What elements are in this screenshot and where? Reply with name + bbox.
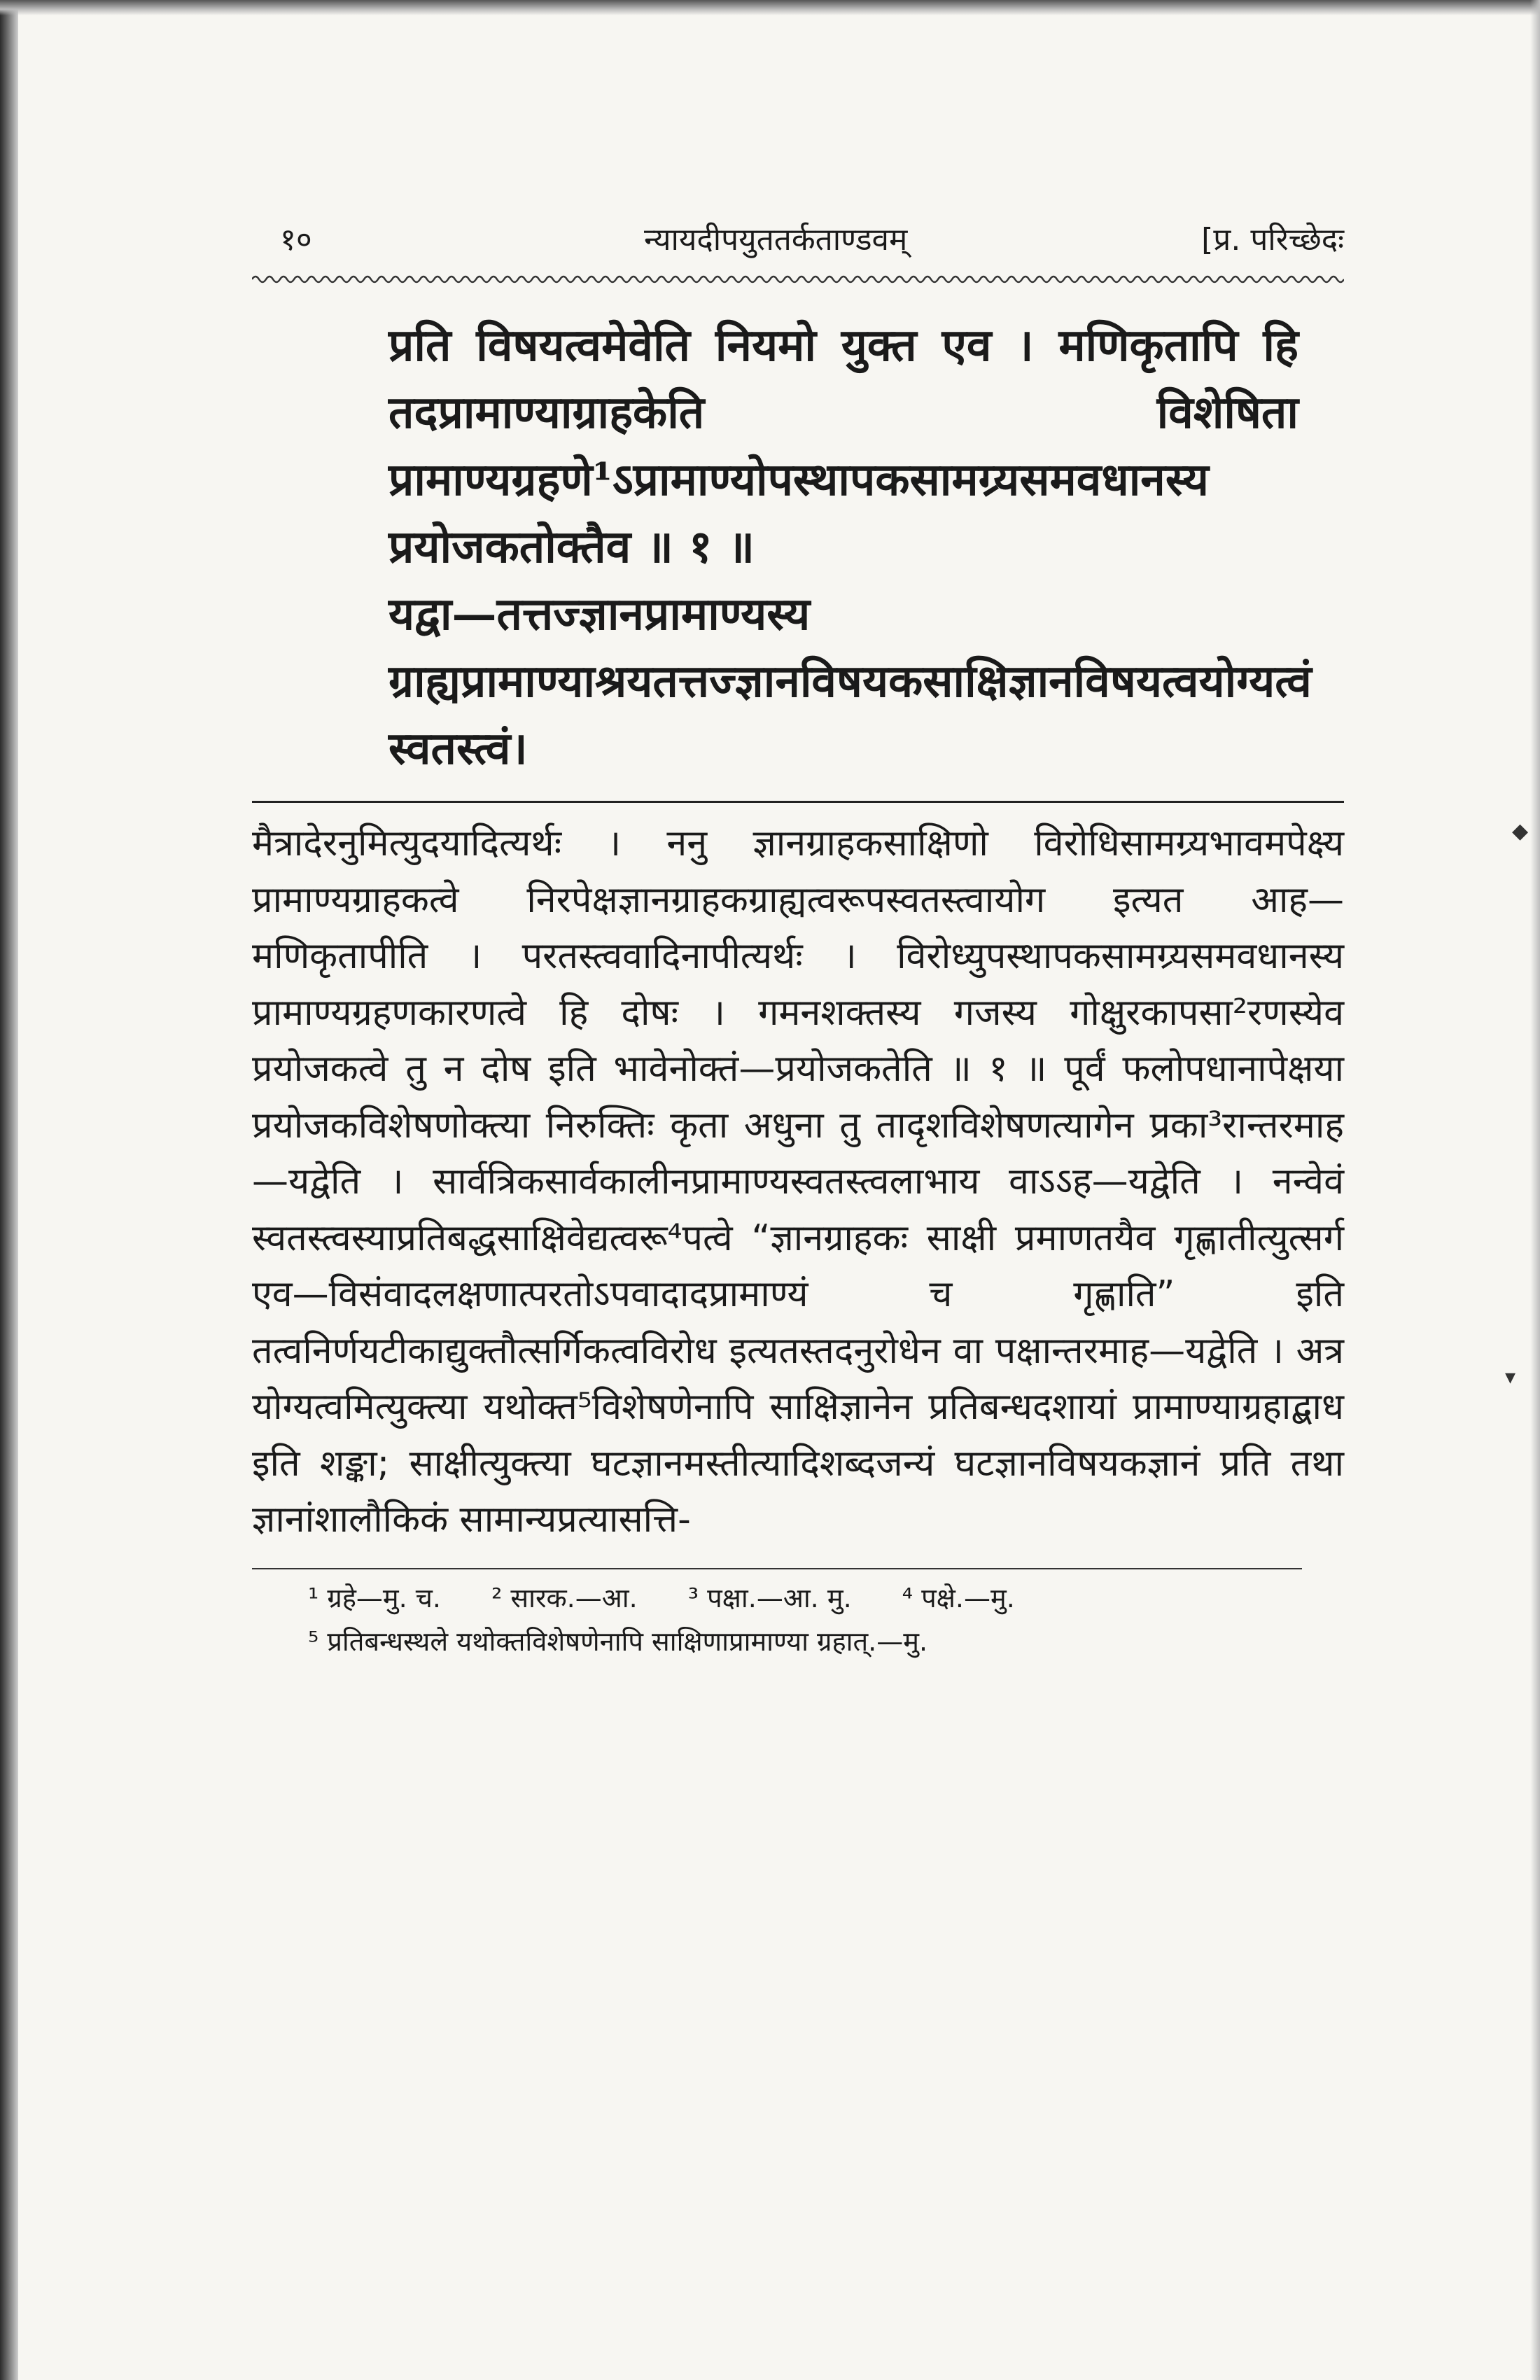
margin-mark: ◆ [1512,819,1529,844]
wavy-rule [252,272,1344,287]
page-number: १० [280,222,312,258]
scan-edge-left [0,0,18,2380]
root-text-alternative: यद्वा—तत्तज्ज्ञानप्रामाण्यस्य ग्राह्यप्रामाण्याश्रयतत्तज्ज्ञानविषयकसाक्षिज्ञानविषयत्वयोग्यत्वं स्वतस्त्वं। [388,588,1312,775]
footnotes [308,1576,1302,1663]
text-commentary-divider [252,801,1344,803]
commentary-paragraph: मैत्रादेरनुमित्युदयादित्यर्थः । ननु ज्ञानग्राहकसाक्षिणो विरोधिसामग्र्यभावमपेक्ष्य प्रामाण्यग्राहकत्वे निरपेक्षज्ञानग्राहकग्राह्यत्वरूपस्वतस्त्वायोग इत्यत आह—मणिकृतापीति । परतस्त्ववादिनापीत्यर्थः । विरोध्युपस्थापकसामग्र्यसमवधानस्य प्रामाण्यग्रहणकारणत्वे हि दोषः । गमनशक्तस्य गजस्य गोक्षुरकापसा²रणस्येव प्रयोजकत्वे तु न दोष इति भावेनोक्तं—प्रयोजकतेति ॥ १ ॥ पूर्वं फलोपधानापेक्षया प्रयोजकविशेषणोक्त्या निरुक्तिः कृता अधुना तु तादृशविशेषणत्यागेन प्रका³रान्तरमाह—यद्वेति । सार्वत्रिकसार्वकालीनप्रामाण्यस्वतस्त्वलाभाय वाऽऽह—यद्वेति । नन्वेवं स्वतस्त्वस्याप्रतिबद्धसाक्षिवेद्यत्वरू⁴पत्वे “ज्ञानग्राहकः साक्षी प्रमाणतयैव गृह्णातीत्युत्सर्ग एव—विसंवादलक्षणात्परतोऽपवादादप्रामाण्यं च गृह्णाति” इति तत्वनिर्णयटीकाद्युक्तौत्सर्गिकत्वविरोध इत्यतस्तदनुरोधेन वा पक्षान्तरमाह—यद्वेति । अत्र योग्यत्वमित्युक्त्या यथोक्त⁵विशेषणेनापि साक्षिज्ञानेन प्रतिबन्धदशायां प्रामाण्याग्रहाद्बाध इति शङ्का; साक्षीत्युक्त्या घटज्ञानमस्तीत्यादिशब्दजन्यं घटज्ञानविषयकज्ञानं प्रति तथा ज्ञानांशालौकिकं सामान्यप्रत्यासत्ति- [252,822,1344,1541]
footnote-line-1 [308,1576,1302,1620]
section-label: [प्र. परिच्छेदः [1201,222,1344,258]
scan-edge-right [1530,0,1540,2380]
footnote-5: ⁵ प्रतिबन्धस्थले यथोक्तविशेषणेनापि साक्षिणाप्रामाण्या ग्रहात्.—मु. [308,1625,928,1657]
footnote-2: ² सारक.—आ. [491,1582,638,1614]
root-text [388,312,1312,783]
running-header [252,210,1344,280]
commentary [252,816,1344,1548]
footnote-4: ⁴ पक्षे.—मु. [902,1582,1015,1614]
book-page [252,210,1344,1663]
root-text-verse: प्रति विषयत्वमेवेति नियमो युक्त एव । मणिकृतापि हि तदप्रामाण्याग्राहकेति विशेषिता प्रामाण्यग्रहणे¹ऽप्रामाण्योपस्थापकसामग्र्यसमवधानस्य प्रयोजकतोक्तैव ॥ १ ॥ [388,319,1298,573]
footnote-divider [252,1568,1302,1569]
margin-mark: ▾ [1505,1365,1516,1390]
running-title: न्यायदीपयुततर्कताण्डवम् [644,222,908,258]
footnote-line-2 [308,1620,1302,1663]
footnote-1: ¹ ग्रहे—मु. च. [308,1582,442,1614]
footnote-3: ³ पक्षा.—आ. मु. [687,1582,852,1614]
scan-edge-top [0,0,1540,15]
